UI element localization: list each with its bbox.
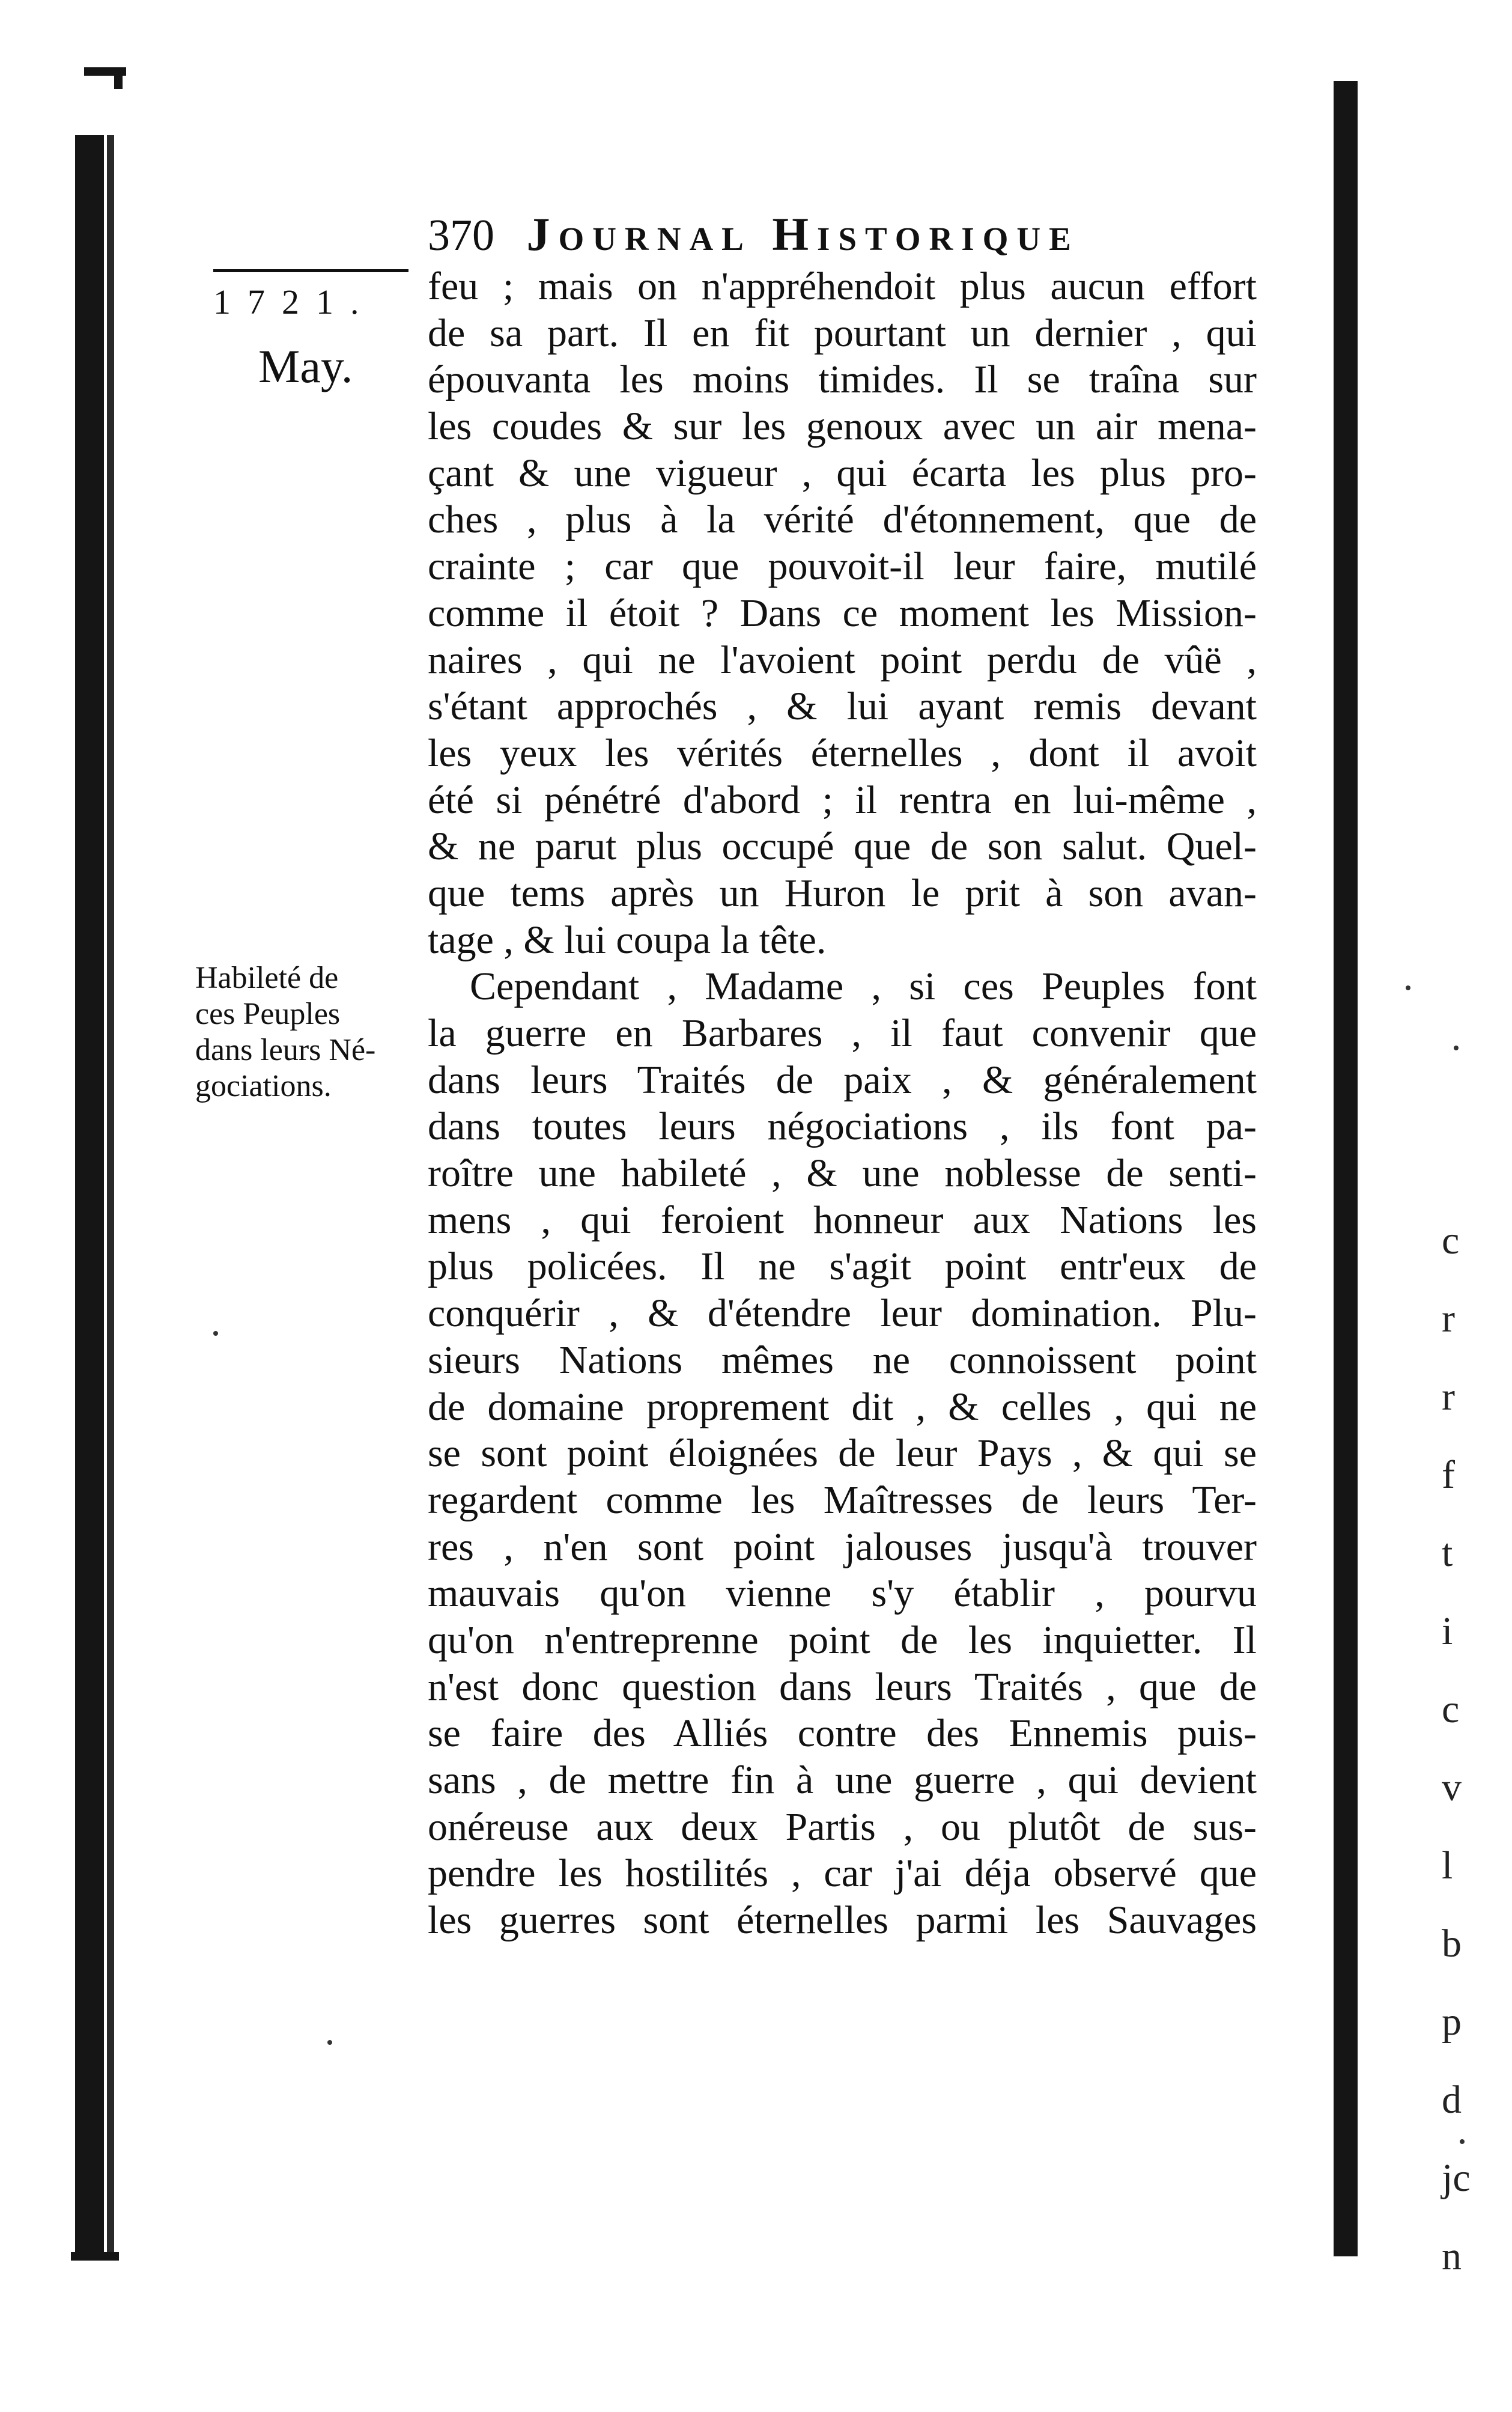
- text-line: onéreuse aux deux Partis , ou plutôt de sus-: [428, 1804, 1257, 1849]
- ink-speck: [1406, 985, 1410, 990]
- facing-page-letter: r: [1442, 1375, 1455, 1419]
- facing-page-letter: c: [1442, 1687, 1460, 1731]
- text-line: de domaine proprement dit , & celles , qui ne: [428, 1384, 1257, 1429]
- facing-page-letter: d: [1442, 2078, 1462, 2122]
- text-line: conquérir , & d'étendre leur domination. Plu-: [428, 1291, 1257, 1336]
- margin-note-line: Habileté de: [195, 961, 339, 995]
- facing-page-letter: v: [1442, 1765, 1462, 1809]
- text-line: qu'on n'entreprenne point de les inquietter. Il: [428, 1618, 1257, 1662]
- facing-page-letter: n: [1442, 2234, 1462, 2278]
- text-line: regardent comme les Maîtresses de leurs Ter-: [428, 1478, 1257, 1522]
- text-line: s'étant approchés , & lui ayant remis devant: [428, 684, 1257, 729]
- text-line: les guerres sont éternelles parmi les Sauvages: [428, 1898, 1257, 1943]
- margin-note: [195, 960, 411, 1104]
- text-line: se faire des Alliés contre des Ennemis puis-: [428, 1711, 1257, 1756]
- margin-note-line: gociations.: [195, 1069, 332, 1103]
- text-line: les yeux les vérités éternelles , dont il avoit: [428, 731, 1257, 775]
- text-line: été si pénétré d'abord ; il rentra en lui-même ,: [428, 778, 1257, 822]
- text-line: mens , qui feroient honneur aux Nations les: [428, 1198, 1257, 1242]
- page-number: 370: [428, 211, 494, 260]
- ink-speck: [213, 1331, 218, 1336]
- text-line: ches , plus à la vérité d'étonnement, que de: [428, 498, 1257, 542]
- running-head-title: Journal Historique: [526, 208, 1079, 260]
- facing-page-letter: jc: [1442, 2156, 1471, 2200]
- text-line: sans , de mettre fin à une guerre , qui devient: [428, 1758, 1257, 1802]
- text-line: roître une habileté , & une noblesse de senti-: [428, 1151, 1257, 1196]
- binding-edge-left-bottom: [71, 2252, 119, 2261]
- text-line: çant & une vigueur , qui écarta les plus pro-: [428, 451, 1257, 495]
- binding-edge-left-inner: [107, 135, 114, 2256]
- facing-page-letter: b: [1442, 1922, 1462, 1966]
- text-line: plus policées. Il ne s'agit point entr'eux de: [428, 1244, 1257, 1289]
- facing-page-letter: p: [1442, 2000, 1462, 2044]
- text-line: pendre les hostilités , car j'ai déja observé que: [428, 1851, 1257, 1896]
- text-line: dans leurs Traités de paix , & généralement: [428, 1058, 1257, 1102]
- ink-speck: [1454, 1046, 1459, 1050]
- binding-edge-left: [75, 135, 104, 2256]
- text-line: les coudes & sur les genoux avec un air mena-: [428, 404, 1257, 449]
- text-line: la guerre en Barbares , il faut convenir que: [428, 1011, 1257, 1055]
- text-line: comme il étoit ? Dans ce moment les Mission-: [428, 591, 1257, 635]
- facing-page-letter: r: [1442, 1297, 1455, 1341]
- text-line: mauvais qu'on vienne s'y établir , pourvu: [428, 1571, 1257, 1616]
- text-line: crainte ; car que pouvoit-il leur faire, mutilé: [428, 544, 1257, 589]
- facing-page-letter: t: [1442, 1531, 1453, 1575]
- text-line: dans toutes leurs négociations , ils font pa-: [428, 1104, 1257, 1149]
- text-line: épouvanta les moins timides. Il se traîna sur: [428, 358, 1257, 402]
- facing-page-letter: l: [1442, 1844, 1453, 1887]
- text-line-paragraph-start: Cependant , Madame , si ces Peuples font: [470, 964, 1257, 1009]
- text-line: de sa part. Il en fit pourtant un dernier , qui: [428, 311, 1257, 355]
- text-line: sieurs Nations mêmes ne connoissent point: [428, 1338, 1257, 1382]
- facing-page-fragments: [1442, 1202, 1490, 2295]
- scan-corner-mark-stem: [114, 67, 123, 89]
- text-line: & ne parut plus occupé que de son salut. Quel-: [428, 824, 1257, 869]
- text-line: naires , qui ne l'avoient point perdu de vûë ,: [428, 638, 1257, 682]
- running-head: [428, 201, 1269, 267]
- margin-month: May.: [258, 340, 353, 392]
- margin-year: 1721.: [213, 282, 376, 321]
- margin-rule: [213, 269, 408, 272]
- facing-page-letter: f: [1442, 1453, 1455, 1497]
- facing-page-letter: c: [1442, 1219, 1460, 1262]
- body-text: [428, 263, 1257, 1944]
- text-line: feu ; mais on n'appréhendoit plus aucun effort: [428, 264, 1257, 308]
- ink-speck: [327, 2040, 332, 2045]
- margin-note-line: dans leurs Né-: [195, 1033, 376, 1067]
- page-edge-right: [1334, 81, 1358, 2256]
- text-line-paragraph-end: tage , & lui coupa la tête.: [428, 918, 827, 962]
- text-line: se sont point éloignées de leur Pays , & qui se: [428, 1431, 1257, 1476]
- text-line: res , n'en sont point jalouses jusqu'à trouver: [428, 1524, 1257, 1569]
- facing-page-letter: i: [1442, 1609, 1453, 1653]
- margin-note-line: ces Peuples: [195, 997, 341, 1031]
- text-line: que tems après un Huron le prit à son avan-: [428, 871, 1257, 915]
- text-line: n'est donc question dans leurs Traités , que de: [428, 1664, 1257, 1709]
